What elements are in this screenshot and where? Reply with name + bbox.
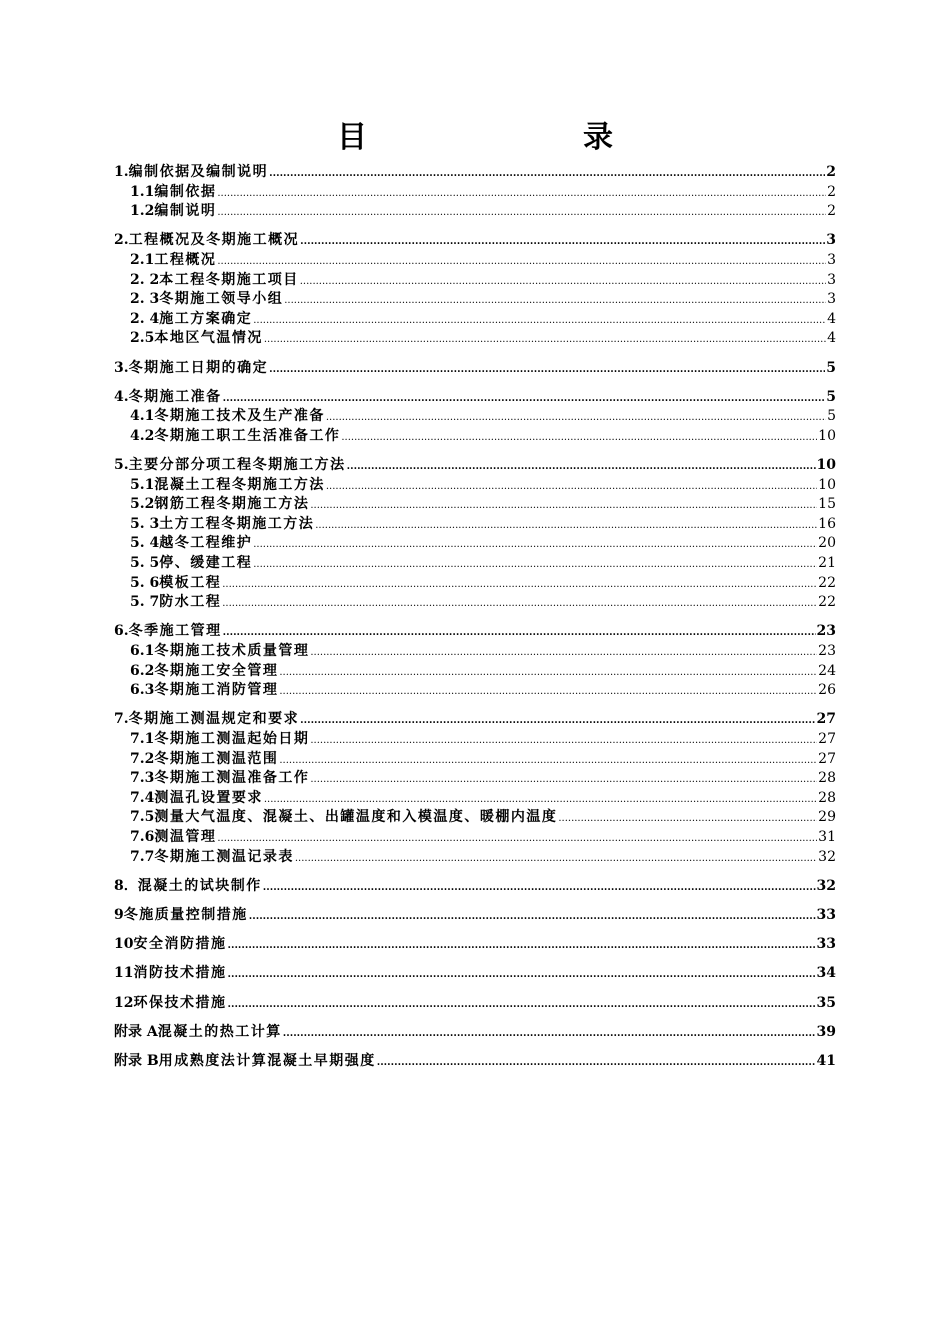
toc-dot-leader: [264, 330, 826, 350]
toc-section-entry[interactable]: [114, 251, 836, 271]
toc-entry-number: 7.: [114, 711, 129, 728]
toc-dot-leader: [310, 731, 817, 751]
toc-page-number: 26: [818, 682, 836, 699]
toc-section-entry[interactable]: [114, 407, 836, 427]
toc-entry-label: 冬期施工测温起始日期: [154, 731, 310, 747]
toc-section-entry[interactable]: [114, 574, 836, 594]
toc-page-number: 22: [818, 594, 836, 611]
toc-chapter-entry[interactable]: [114, 231, 836, 251]
toc-section-entry[interactable]: [114, 476, 836, 496]
toc-page-number: 27: [818, 750, 836, 767]
toc-dot-leader: [253, 555, 817, 575]
toc-entry-number: 9: [114, 906, 124, 923]
toc-section-entry[interactable]: [114, 329, 836, 349]
toc-page-number: 4: [827, 330, 836, 347]
toc-page-number: 27: [816, 711, 836, 728]
toc-entry-label: 冬期施工领导小组: [159, 291, 284, 308]
toc-dot-leader: [269, 164, 825, 184]
toc-entry-number: 5. 4: [130, 535, 160, 552]
toc-page-number: 29: [818, 809, 836, 826]
toc-section-entry[interactable]: [114, 554, 836, 574]
toc-entry-label: 冬期施工安全管理: [154, 662, 279, 679]
toc-page-number: 33: [816, 936, 836, 953]
toc-dot-leader: [341, 428, 817, 448]
toc-dot-leader: [223, 623, 816, 643]
toc-entry-number: 11: [114, 965, 134, 982]
toc-dot-leader: [223, 389, 826, 409]
toc-page-number: 10: [816, 457, 836, 474]
toc-entry-label: 测温孔设置要求: [154, 789, 263, 806]
toc-entry-label: 测量大气温度、混凝土、出罐温度和入模温度、暖棚内温度: [154, 809, 558, 826]
toc-entry-label: 冬期施工测温范围: [154, 750, 279, 767]
toc-entry-label: 混凝土工程冬期施工方法: [154, 476, 325, 493]
toc-chapter-entry[interactable]: [114, 456, 836, 476]
toc-entry-label: 防水工程: [159, 594, 222, 611]
toc-entry-label: 主要分部分项工程冬期施工方法: [128, 457, 346, 474]
toc-entry-number: 4.1: [130, 408, 155, 425]
toc-entry-label: 混凝土的热工计算: [157, 1023, 282, 1040]
toc-entry-label: 用成熟度法计算混凝土早期强度: [158, 1052, 376, 1069]
toc-section-entry[interactable]: [114, 730, 836, 750]
toc-entry-label: 冬期施工日期的确定: [128, 359, 269, 376]
toc-chapter-entry[interactable]: [114, 935, 836, 955]
toc-page-number: 31: [818, 828, 836, 845]
toc-dot-leader: [310, 496, 817, 516]
toc-entry-label: 冬期施工测温记录表: [154, 848, 294, 865]
toc-entry-label: 冬施质量控制措施: [123, 906, 248, 923]
toc-entry-number: 7.1: [130, 731, 155, 747]
toc-page-number: 34: [816, 965, 836, 982]
toc-entry-number: 6.3: [130, 682, 155, 699]
toc-entry-label: 冬期施工消防管理: [154, 682, 279, 699]
toc-page-number: 23: [816, 623, 836, 640]
toc-dot-leader: [227, 995, 815, 1015]
toc-dot-leader: [326, 408, 826, 428]
toc-dot-leader: [295, 849, 817, 869]
toc-page-number: 3: [826, 232, 836, 249]
toc-entry-number: 6.2: [130, 662, 155, 679]
toc-page-number: 2: [827, 203, 836, 220]
toc-section-entry[interactable]: [114, 202, 836, 222]
toc-page-number: 3: [827, 251, 836, 268]
toc-dot-leader: [310, 770, 817, 790]
toc-entry-number: 1.1: [130, 183, 155, 200]
toc-page-number: 15: [818, 496, 836, 513]
toc-page-number: 21: [818, 555, 836, 572]
toc-entry-number: 5.: [114, 457, 129, 474]
toc-entry-label: 工程概况及冬期施工概况: [128, 232, 300, 249]
toc-chapter-entry[interactable]: [114, 359, 836, 379]
toc-page-number: 10: [818, 476, 836, 493]
toc-entry-number: 2.1: [130, 251, 155, 268]
toc-page-number: 28: [818, 789, 836, 806]
toc-chapter-entry[interactable]: [114, 710, 836, 730]
toc-page-number: 10: [818, 427, 836, 444]
toc-dot-leader: [279, 663, 817, 683]
toc-chapter-entry[interactable]: [114, 388, 836, 408]
toc-page-number: 28: [818, 770, 836, 787]
toc-page-number: 2: [827, 183, 836, 200]
toc-page-number: 32: [818, 848, 836, 865]
toc-section-entry[interactable]: [114, 534, 836, 554]
toc-dot-leader: [279, 682, 817, 702]
toc-section-entry[interactable]: [114, 290, 836, 310]
toc-page-number: 41: [816, 1052, 836, 1069]
toc-section-entry[interactable]: [114, 750, 836, 770]
toc-dot-leader: [217, 184, 826, 204]
toc-section-entry[interactable]: [114, 828, 836, 848]
toc-entry-label: 消防技术措施: [133, 965, 227, 982]
toc-dot-leader: [227, 965, 815, 985]
toc-section-entry[interactable]: [114, 789, 836, 809]
toc-dot-leader: [217, 829, 817, 849]
toc-entry-number: 5. 5: [130, 555, 160, 572]
toc-entry-label: 冬期施工测温准备工作: [154, 770, 310, 787]
toc-entry-label: 模板工程: [159, 574, 222, 591]
toc-entry-number: 2. 4: [130, 310, 160, 327]
toc-entry-number: 5.1: [130, 476, 155, 493]
toc-chapter-entry[interactable]: [114, 622, 836, 642]
toc-entry-label: 冬期施工技术及生产准备: [154, 408, 325, 425]
toc-entry-label: 冬季施工管理: [128, 623, 222, 640]
toc-page-number: 5: [826, 388, 836, 405]
toc-dot-leader: [217, 203, 826, 223]
toc-page-number: 32: [816, 877, 836, 894]
toc-section-entry[interactable]: [114, 593, 836, 613]
toc-entry-number: 2.5: [130, 330, 155, 347]
toc-entry-number: 10: [114, 936, 134, 953]
toc-entry-label: 本工程冬期施工项目: [159, 271, 299, 288]
toc-dot-leader: [263, 878, 816, 898]
toc-entry-number: 2. 2: [130, 271, 160, 288]
toc-page-number: 24: [818, 662, 836, 679]
toc-entry-label: 工程概况: [154, 251, 217, 268]
toc-section-entry[interactable]: [114, 642, 836, 662]
toc-dot-leader: [326, 477, 817, 497]
toc-entry-number: 12: [114, 994, 134, 1011]
toc-dot-leader: [227, 936, 815, 956]
toc-section-entry[interactable]: [114, 808, 836, 828]
toc-entry-label: 钢筋工程冬期施工方法: [154, 496, 310, 513]
toc-entry-number: 3.: [114, 359, 129, 376]
toc-entry-label: 混凝土的试块制作: [137, 877, 262, 894]
toc-page-number: 16: [818, 515, 836, 532]
toc-dot-leader: [264, 790, 817, 810]
toc-entry-number: 6.: [114, 623, 129, 640]
toc-entry-number: 5. 7: [130, 594, 160, 611]
toc-page-number: 39: [816, 1023, 836, 1040]
toc-page-number: 3: [827, 291, 836, 308]
toc-dot-leader: [377, 1053, 816, 1073]
toc-entry-label: 土方工程冬期施工方法: [159, 515, 315, 532]
toc-dot-leader: [300, 711, 815, 731]
toc-dot-leader: [315, 516, 817, 536]
toc-entry-label: 越冬工程维护: [159, 535, 253, 552]
toc-entry-number: 4.2: [130, 427, 155, 444]
table-of-contents: [114, 163, 836, 1071]
toc-entry-number: 2. 3: [130, 291, 160, 308]
toc-entry-label: 冬期施工测温规定和要求: [128, 711, 300, 728]
toc-dot-leader: [269, 360, 825, 380]
toc-section-entry[interactable]: [114, 495, 836, 515]
toc-entry-label: 编制依据及编制说明: [128, 164, 269, 180]
toc-dot-leader: [222, 575, 817, 595]
toc-entry-number: 4.: [114, 388, 129, 405]
toc-dot-leader: [558, 809, 817, 829]
toc-chapter-entry[interactable]: [114, 877, 836, 897]
toc-chapter-entry[interactable]: [114, 1023, 836, 1043]
toc-section-entry[interactable]: [114, 183, 836, 203]
toc-entry-label: 冬期施工职工生活准备工作: [154, 427, 341, 444]
toc-entry-label: 冬期施工准备: [128, 388, 222, 405]
toc-page-number: 5: [826, 359, 836, 376]
toc-entry-number: 7.2: [130, 750, 155, 767]
toc-section-entry[interactable]: [114, 769, 836, 789]
toc-page-number: 20: [818, 535, 836, 552]
toc-entry-label: 施工方案确定: [159, 310, 253, 327]
toc-entry-number: 附录 B: [114, 1052, 159, 1069]
toc-page-number: 2: [826, 164, 836, 180]
toc-dot-leader: [279, 751, 817, 771]
toc-entry-label: 编制依据: [154, 183, 217, 200]
toc-entry-number: 5. 3: [130, 515, 160, 532]
toc-entry-number: 5. 6: [130, 574, 160, 591]
toc-entry-label: 本地区气温情况: [154, 330, 263, 347]
toc-dot-leader: [253, 535, 817, 555]
toc-entry-label: 测温管理: [154, 828, 217, 845]
toc-dot-leader: [283, 1024, 816, 1044]
toc-entry-number: 1.2: [130, 203, 155, 220]
toc-dot-leader: [347, 457, 816, 477]
page-title: 目 录: [337, 120, 665, 155]
toc-entry-label: 安全消防措施: [133, 936, 227, 953]
toc-section-entry[interactable]: [114, 310, 836, 330]
toc-entry-label: 冬期施工技术质量管理: [154, 643, 310, 660]
toc-entry-label: 编制说明: [154, 203, 217, 220]
toc-entry-number: 6.1: [130, 643, 155, 660]
toc-entry-number: 5.2: [130, 496, 155, 513]
toc-entry-number: 7.4: [130, 789, 155, 806]
toc-section-entry[interactable]: [114, 662, 836, 682]
toc-dot-leader: [253, 311, 826, 331]
toc-entry-number: 1.: [114, 164, 129, 180]
toc-page-number: 22: [818, 574, 836, 591]
toc-page-number: 23: [818, 643, 836, 660]
toc-entry-number: 2.: [114, 232, 129, 249]
toc-dot-leader: [310, 643, 817, 663]
toc-chapter-entry[interactable]: [114, 1052, 836, 1072]
toc-chapter-entry[interactable]: [114, 163, 836, 183]
toc-entry-label: 停、缓建工程: [159, 555, 253, 572]
toc-page-number: 35: [816, 994, 836, 1011]
toc-entry-label: 环保技术措施: [133, 994, 227, 1011]
toc-section-entry[interactable]: [114, 848, 836, 868]
toc-page-number: 3: [827, 271, 836, 288]
toc-page-number: 27: [818, 731, 836, 747]
toc-entry-number: 7.5: [130, 809, 155, 826]
toc-section-entry[interactable]: [114, 681, 836, 701]
toc-entry-number: 8．: [114, 877, 138, 894]
toc-chapter-entry[interactable]: [114, 906, 836, 926]
toc-dot-leader: [284, 291, 826, 311]
toc-dot-leader: [217, 252, 826, 272]
toc-entry-number: 附录 A: [114, 1023, 158, 1040]
toc-entry-number: 7.6: [130, 828, 155, 845]
toc-dot-leader: [300, 232, 825, 252]
toc-dot-leader: [300, 272, 826, 292]
toc-section-entry[interactable]: [114, 515, 836, 535]
toc-entry-number: 7.3: [130, 770, 155, 787]
toc-chapter-entry[interactable]: [114, 994, 836, 1014]
toc-dot-leader: [222, 594, 817, 614]
toc-entry-number: 7.7: [130, 848, 155, 865]
toc-section-entry[interactable]: [114, 427, 836, 447]
toc-page-number: 33: [816, 906, 836, 923]
toc-chapter-entry[interactable]: [114, 964, 836, 984]
toc-page-number: 5: [827, 408, 836, 425]
toc-page-number: 4: [827, 310, 836, 327]
toc-dot-leader: [249, 907, 816, 927]
toc-section-entry[interactable]: [114, 271, 836, 291]
